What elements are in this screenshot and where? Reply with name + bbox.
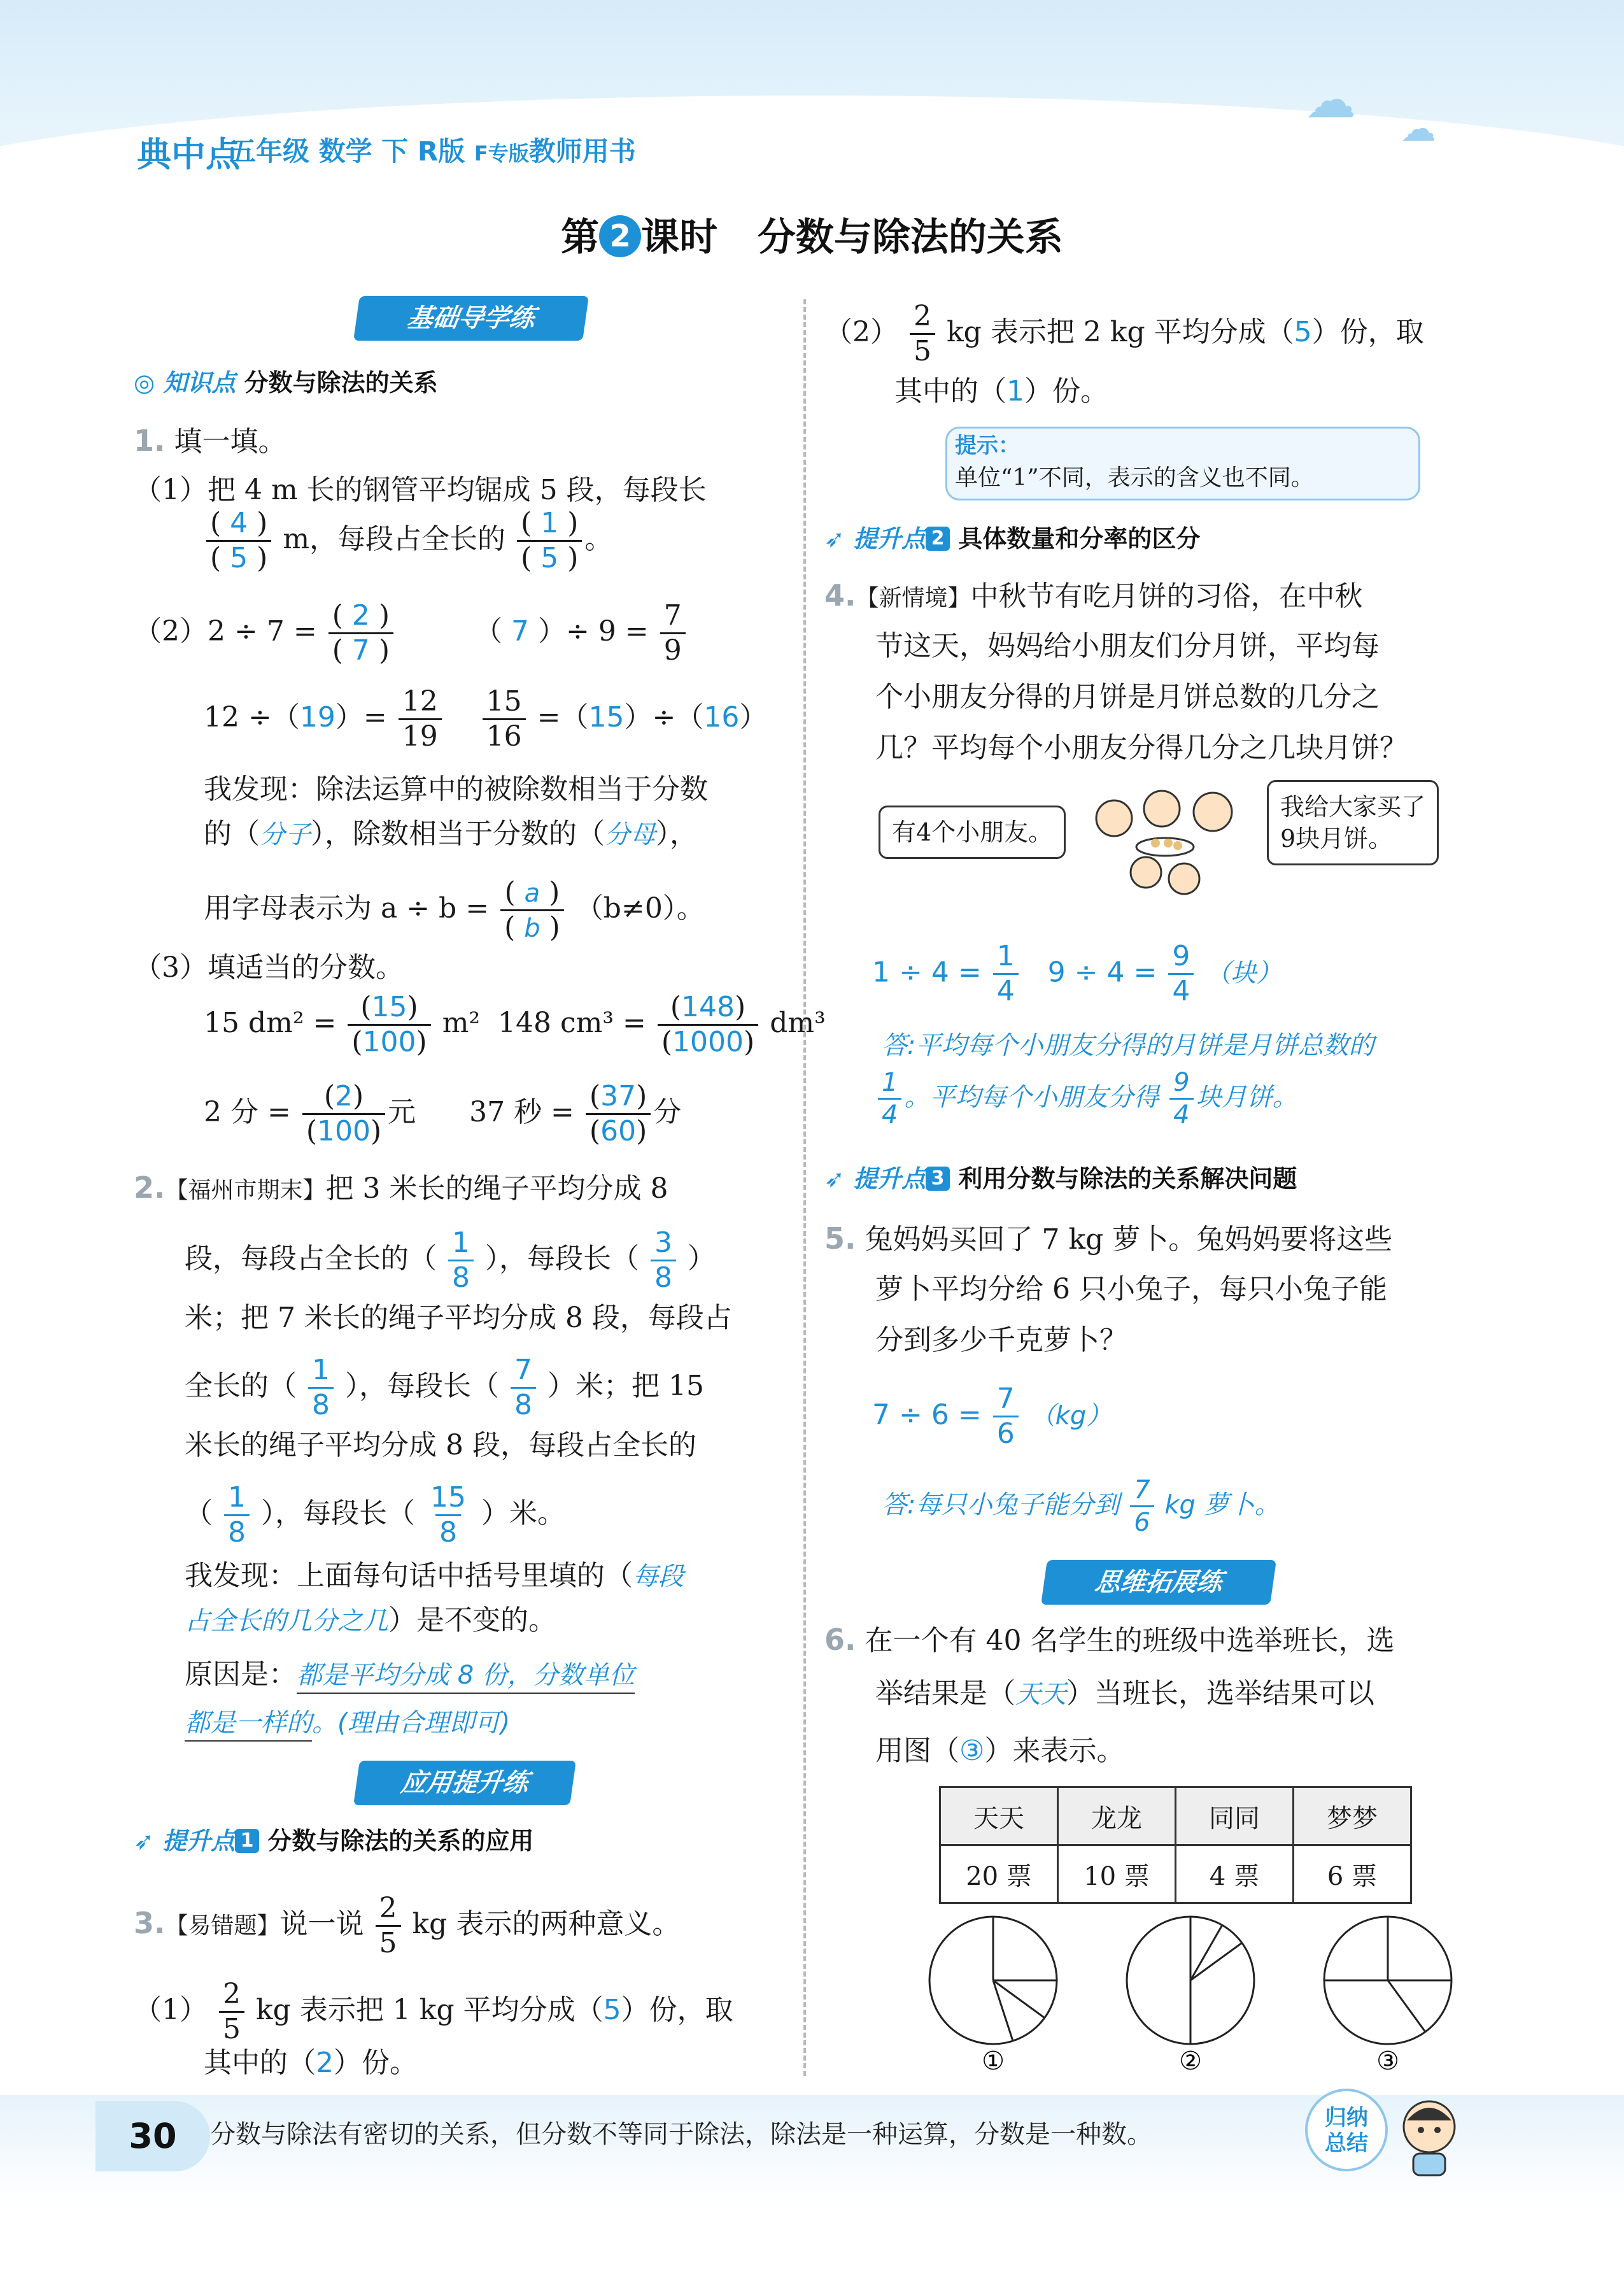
target-icon: ◎ bbox=[134, 369, 155, 397]
q1-part3-heading: （3）填适当的分数。 bbox=[134, 951, 404, 984]
q4-line2: 节这天，妈妈给小朋友们分月饼，平均每 bbox=[875, 630, 1380, 662]
pie-label-2: ② bbox=[1179, 2047, 1202, 2076]
column-divider bbox=[803, 299, 806, 2076]
q4-equations: 1 ÷ 4 = $\frac{1}{4}$ 9 ÷ 4 = $\frac{9}{4}$ （块） bbox=[872, 940, 1282, 1007]
knowledge-point: ◎ 知识点 分数与除法的关系 bbox=[134, 369, 438, 397]
rocket-icon: ➶ bbox=[824, 525, 845, 553]
pie-label-3: ③ bbox=[1376, 2047, 1399, 2076]
table-header: 梦梦 bbox=[1294, 1787, 1411, 1845]
q2-line3: 米；把 7 米长的绳子平均分成 8 段，每段占 bbox=[185, 1302, 732, 1334]
vote-table bbox=[939, 1786, 1412, 1904]
lesson-number: 2 bbox=[599, 215, 641, 257]
q5-line2: 萝卜平均分给 6 只小兔子，每只小兔子能 bbox=[875, 1273, 1387, 1305]
table-header: 同同 bbox=[1176, 1787, 1294, 1845]
q1-part3-row1: 15 dm² = $\frac{(15)}{(100)}$ m² 148 cm³ = $\frac{(148)}{(1000)}$ dm³ bbox=[204, 991, 826, 1058]
tip-label: 提示： bbox=[955, 433, 1020, 458]
page-title: 第 2 课时 分数与除法的关系 bbox=[561, 215, 1063, 260]
q4-line1: 4.【新情境】中秋节有吃月饼的习俗，在中秋 bbox=[824, 578, 1363, 613]
q4-answer-line2: $\frac{1}{4}$ 。平均每个小朋友分得 $\frac{9}{4}$ 块月饼。 bbox=[875, 1070, 1298, 1128]
rocket-icon: ➶ bbox=[824, 1165, 845, 1193]
q4-answer-line1: 答:平均每个小朋友分得的月饼是月饼总数的 bbox=[882, 1031, 1374, 1060]
q1-part2-row1b: （ 7 ）÷ 9 = $\frac{7}{9}$ bbox=[474, 602, 688, 665]
table-cell: 6 票 bbox=[1294, 1845, 1411, 1903]
q1-part1-answer: $\frac{( 4 )}{( 5 )}$ m，每段占全长的 $\frac{( 1 )}{( 5 )}$ 。 bbox=[204, 509, 612, 572]
page-number: 30 bbox=[95, 2101, 210, 2171]
q2-line4: 全长的（ $\frac{1}{8}$ ），每段长（ $\frac{7}{8}$ ）米；把 15 bbox=[185, 1354, 704, 1421]
rocket-icon: ➶ bbox=[134, 1827, 154, 1855]
section-banner-basic: 基础导学练 bbox=[353, 296, 589, 341]
section-banner-extend: 思维拓展练 bbox=[1041, 1560, 1276, 1605]
q1-finding-line2: 的（分子），除数相当于分数的（分母）， bbox=[204, 818, 698, 850]
cloud-icon: ☁ bbox=[1401, 108, 1436, 150]
grade-label: 五年级 数学 下 bbox=[229, 136, 409, 167]
point-2: ➶ 提升点 2 具体数量和分率的区分 bbox=[824, 525, 1201, 553]
q2-reason-2: 都是一样的。(理由合理即可) bbox=[185, 1703, 510, 1742]
q1-part1-text: （1）把 4 m 长的钢管平均锯成 5 段，每段长 bbox=[134, 474, 707, 506]
edition-label: R版 bbox=[417, 136, 465, 167]
q1-part3-row2: 2 分 = $\frac{(2)}{(100)}$ 元 37 秒 = $\frac{(37)}{(60)}$ 分 bbox=[204, 1080, 682, 1147]
q2-line1: 2.【福州市期末】把 3 米长的绳子平均分成 8 bbox=[134, 1170, 668, 1205]
pie-chart-3 bbox=[1324, 1917, 1451, 2076]
q2-finding: 我发现：上面每句话中括号里填的（每段 bbox=[185, 1559, 684, 1592]
q2-reason: 原因是：都是平均分成 8 份，分数单位 bbox=[185, 1656, 635, 1694]
section-banner-apply: 应用提升练 bbox=[353, 1761, 576, 1805]
pie-label-1: ① bbox=[982, 2047, 1005, 2076]
q1-finding-line1: 我发现：除法运算中的被除数相当于分数 bbox=[204, 773, 708, 806]
pie-chart-2 bbox=[1127, 1917, 1254, 2076]
q1-heading: 1. 填一填。 bbox=[134, 423, 286, 458]
point-3: ➶ 提升点 3 利用分数与除法的关系解决问题 bbox=[824, 1165, 1297, 1193]
pie-chart-1 bbox=[929, 1917, 1057, 2076]
book-info bbox=[229, 131, 636, 169]
q3-heading: 3.【易错题】说一说 $\frac{2}{5}$ kg 表示的两种意义。 bbox=[134, 1892, 681, 1959]
q2-finding-2: 占全长的几分之几）是不变的。 bbox=[185, 1604, 556, 1636]
table-cell: 4 票 bbox=[1176, 1845, 1294, 1903]
q6-line2: 举结果是（天天）当班长，选举结果可以 bbox=[875, 1677, 1374, 1710]
q3-part1-line2: 其中的（2）份。 bbox=[204, 2047, 418, 2079]
pie-options bbox=[904, 1910, 1477, 2076]
q2-line2: 段，每段占全长的（ $\frac{1}{8}$ ），每段长（ $\frac{3}{8}$ ） bbox=[185, 1226, 716, 1294]
cloud-icon: ☁ bbox=[1305, 70, 1356, 129]
special-label: F专版 bbox=[474, 141, 529, 166]
table-header: 龙龙 bbox=[1058, 1787, 1176, 1845]
header-curve bbox=[0, 96, 1624, 299]
q5-answer: 答:每只小兔子能分到 $\frac{7}{6}$ kg 萝卜。 bbox=[882, 1475, 1280, 1537]
summary-badge: 归纳 总结 bbox=[1305, 2089, 1388, 2171]
speech-bubble-left: 有4个小朋友。 bbox=[879, 806, 1066, 859]
table-cell: 10 票 bbox=[1058, 1845, 1176, 1903]
q3-part2-line2: 其中的（1）份。 bbox=[894, 375, 1108, 408]
q1-part2-row2: 12 ÷（19）= $\frac{12}{19}$ $\frac{15}{16}$ =（15）÷（16） bbox=[204, 685, 768, 753]
point-1: ➶ 提升点 1 分数与除法的关系的应用 bbox=[134, 1827, 534, 1855]
children-illustration bbox=[1076, 783, 1267, 911]
footer-summary: 分数与除法有密切的关系，但分数不等同于除法，除法是一种运算，分数是一种数。 bbox=[210, 2120, 1152, 2149]
book-label: 教师用书 bbox=[528, 136, 636, 167]
q4-line4: 几？平均每个小朋友分得几分之几块月饼？ bbox=[875, 732, 1408, 764]
q1-finding-line3: 用字母表示为 a ÷ b = $\frac{( a )}{( b )}$ （b≠0）。 bbox=[204, 876, 705, 944]
q1-part2-row1: （2）2 ÷ 7 = $\frac{( 2 )}{( 7 )}$ bbox=[134, 602, 396, 665]
q4-line3: 个小朋友分得的月饼是月饼总数的几分之 bbox=[875, 681, 1380, 713]
q3-part2: （2） $\frac{2}{5}$ kg 表示把 2 kg 平均分成（5）份，取 bbox=[824, 300, 1424, 367]
q5-line3: 分到多少千克萝卜？ bbox=[875, 1324, 1127, 1356]
q6-line1: 6. 在一个有 40 名学生的班级中选举班长，选 bbox=[824, 1622, 1395, 1657]
table-header: 天天 bbox=[940, 1787, 1058, 1845]
mascot-icon bbox=[1394, 2095, 1464, 2178]
q5-line1: 5. 兔妈妈买回了 7 kg 萝卜。兔妈妈要将这些 bbox=[824, 1221, 1393, 1256]
q5-equation: 7 ÷ 6 = $\frac{7}{6}$ （kg） bbox=[872, 1382, 1112, 1450]
lesson-title: 分数与除法的关系 bbox=[757, 215, 1063, 260]
speech-bubble-right: 我给大家买了 9块月饼。 bbox=[1267, 780, 1439, 865]
q6-line3: 用图（③）来表示。 bbox=[875, 1735, 1125, 1767]
table-cell: 20 票 bbox=[940, 1845, 1058, 1903]
q2-line5: 米长的绳子平均分成 8 段，每段占全长的 bbox=[185, 1429, 696, 1461]
q2-line6: （ $\frac{1}{8}$ ），每段长（ $\frac{15}{8}$ ）米。 bbox=[185, 1481, 565, 1549]
brand-logo: 典中点 bbox=[137, 134, 240, 174]
tip-text: 单位“1”不同，表示的含义也不同。 bbox=[955, 465, 1314, 491]
q3-part1: （1） $\frac{2}{5}$ kg 表示把 1 kg 平均分成（5）份，取 bbox=[134, 1978, 733, 2045]
